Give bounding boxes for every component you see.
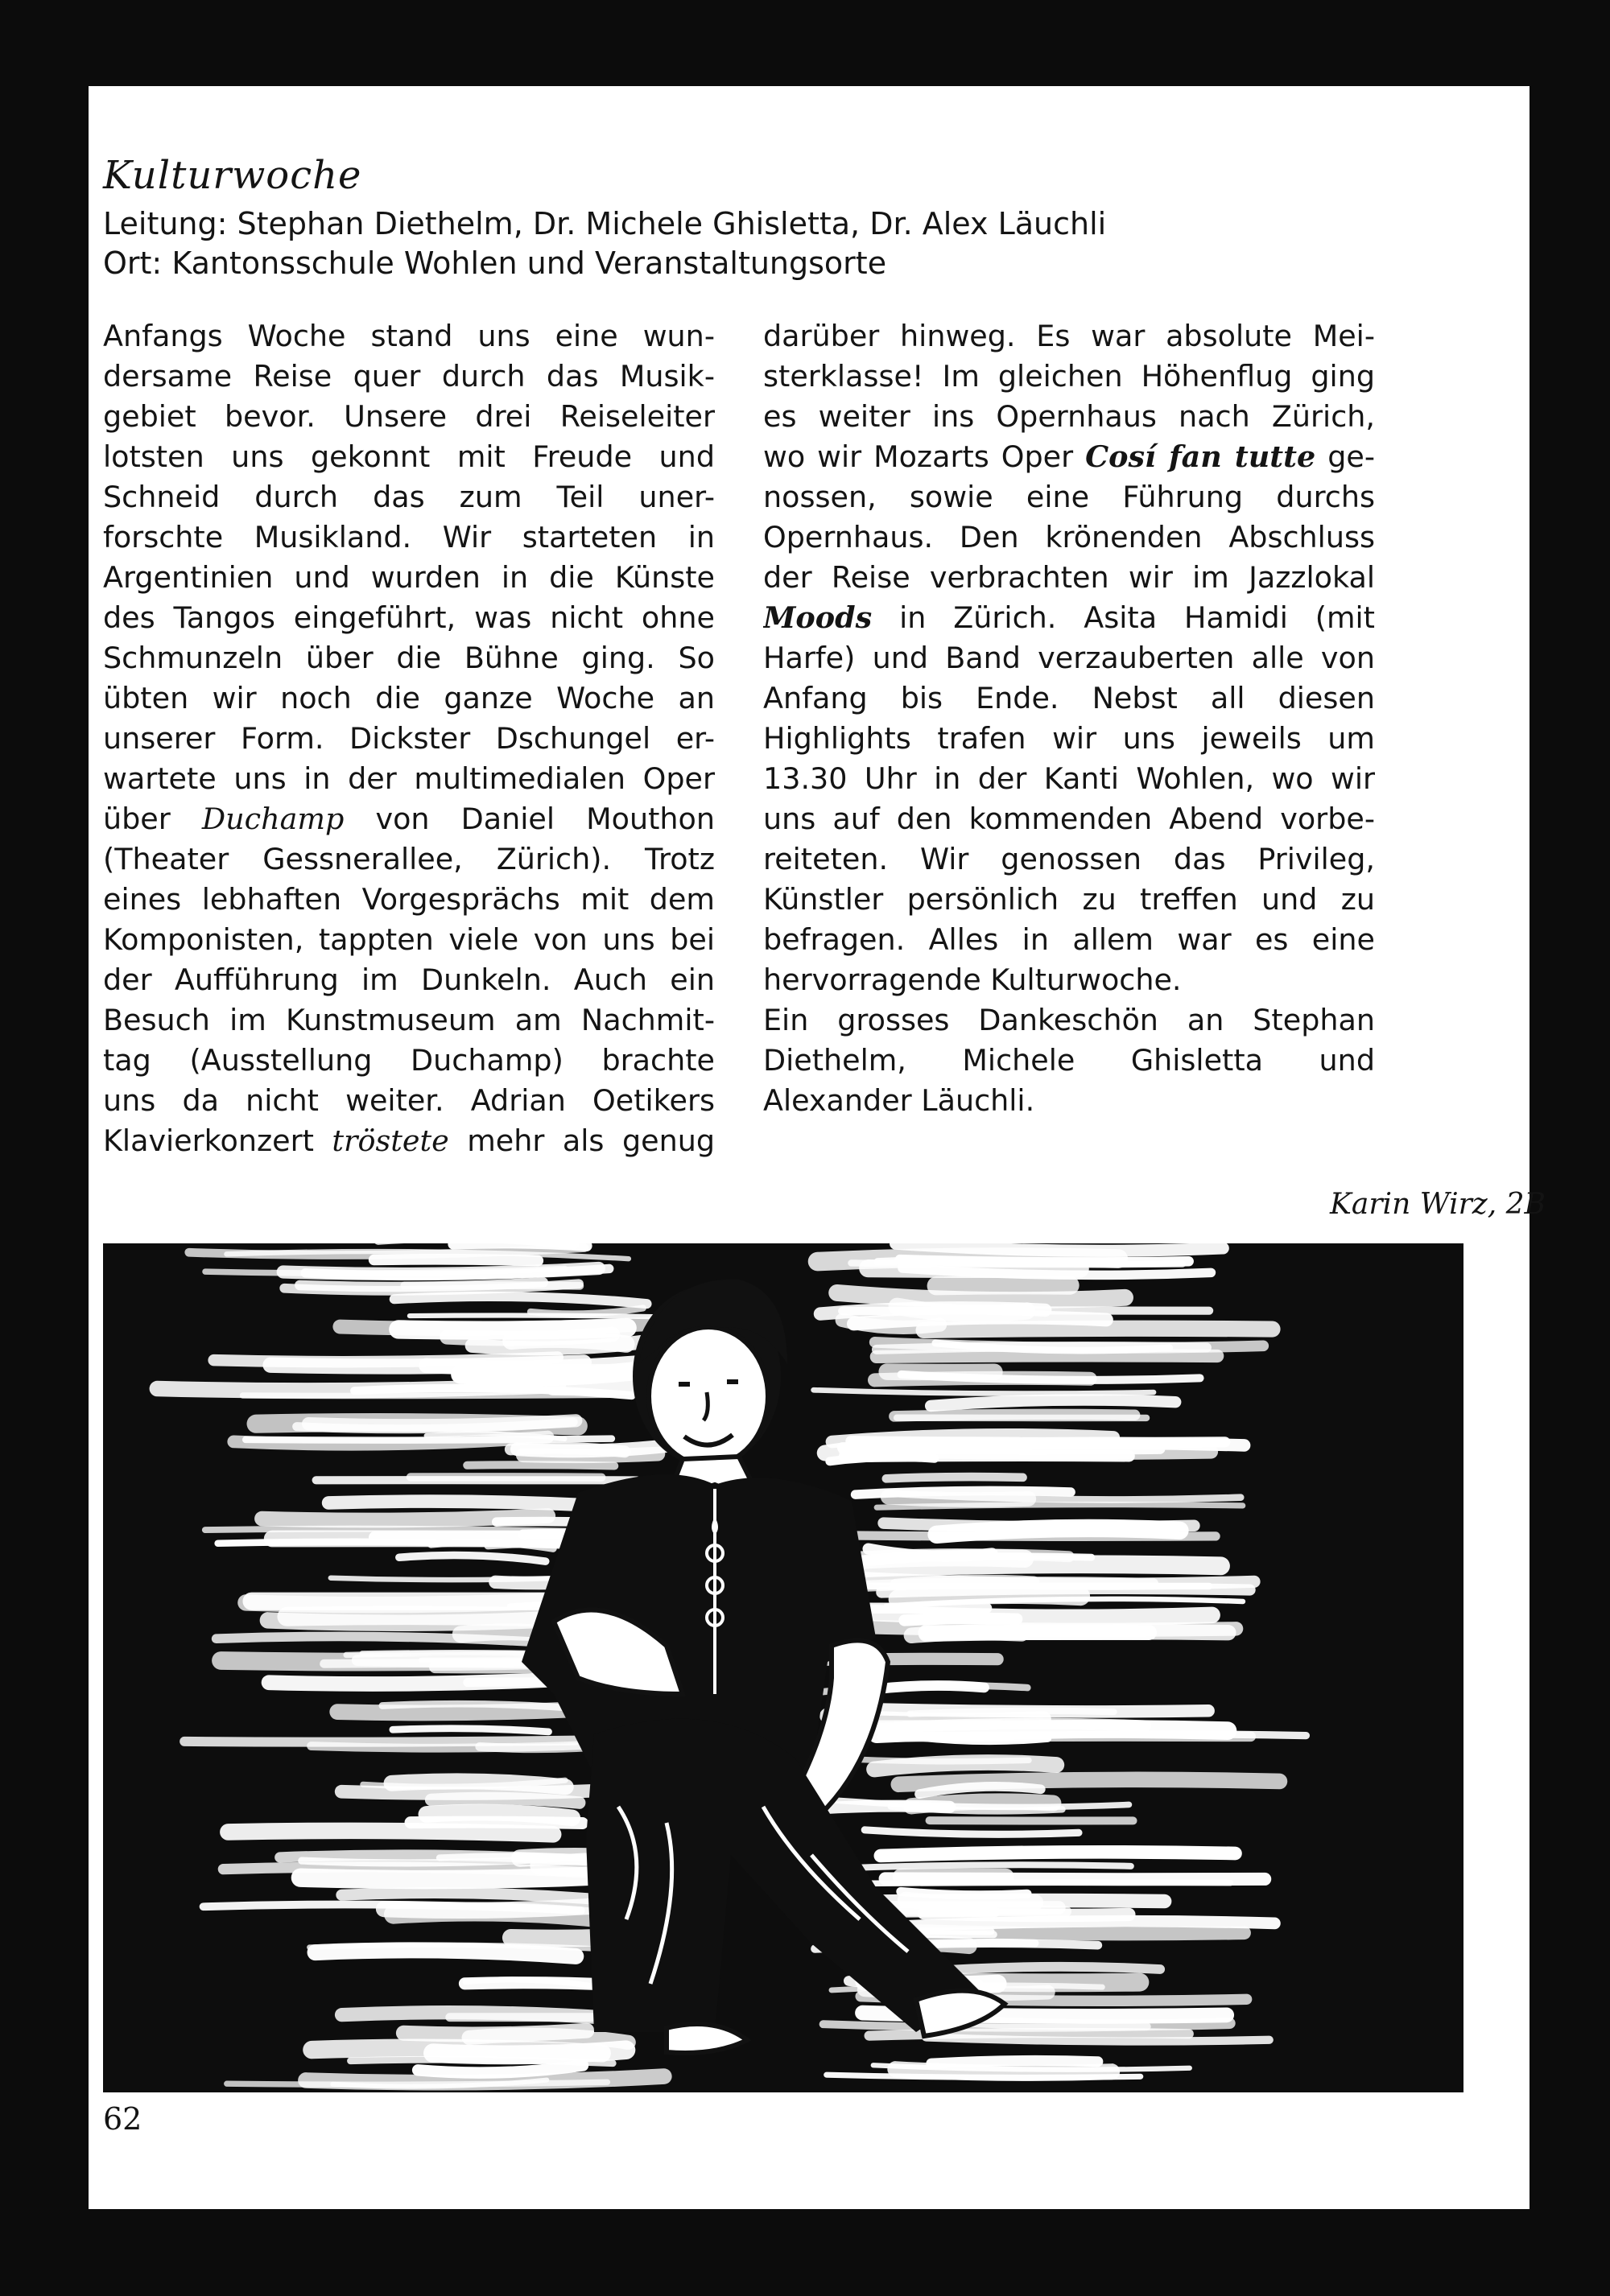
gouge-stroke — [308, 1420, 576, 1425]
gouge-stroke — [453, 1243, 587, 1246]
text-segment: uns auf den kommenden Abend vorbe- — [763, 802, 1375, 836]
gouge-stroke — [930, 1943, 1035, 1945]
text-line — [103, 357, 715, 397]
gouge-stroke — [877, 1729, 1228, 1733]
gouge-stroke — [884, 1921, 1275, 1927]
gouge-stroke — [824, 2024, 1147, 2028]
text-segment: 13.30 Uhr in der Kanti Wohlen, wo wir — [763, 761, 1375, 796]
text-line — [103, 1041, 715, 1081]
text-segment: Argentinien und wurden in die Künste — [103, 560, 715, 595]
text-segment: ge- — [1315, 439, 1375, 474]
gouge-stroke — [404, 1285, 580, 1286]
gouge-stroke — [427, 1362, 652, 1368]
gouge-stroke — [403, 2030, 586, 2034]
gouge-stroke — [924, 1329, 1273, 1330]
text-segment: (Theater Gessnerallee, Zürich). Trotz — [103, 842, 715, 876]
gouge-stroke — [392, 1781, 566, 1787]
gouge-stroke — [881, 1852, 1236, 1856]
text-line — [103, 1121, 715, 1161]
gouge-stroke — [865, 1830, 1079, 1834]
gouge-stroke — [393, 1729, 549, 1732]
emphasis-text: Duchamp — [201, 802, 345, 836]
gouge-stroke — [936, 1285, 1070, 1286]
gouge-stroke — [316, 1950, 576, 1956]
text-line — [763, 1041, 1375, 1081]
text-segment: sterklasse! Im gleichen Höhenflug ging — [763, 359, 1375, 394]
gouge-stroke — [836, 1865, 1131, 1869]
text-segment: wartete uns in der multimedialen Oper — [103, 761, 715, 796]
gouge-stroke — [374, 1259, 539, 1261]
emphasis-text: tröstete — [332, 1123, 449, 1158]
text-segment: nossen, sowie eine Führung durchs — [763, 480, 1375, 514]
gouge-stroke — [931, 1400, 1175, 1406]
text-segment: Ein grosses Dankeschön an Stephan — [763, 1003, 1375, 1037]
article-author: Karin Wirz, 2B — [1329, 1188, 1546, 1221]
emphasis-text: Cosí fan tutte — [1085, 439, 1316, 474]
gouge-stroke — [384, 1906, 590, 1911]
text-line — [103, 517, 715, 558]
gouge-stroke — [846, 1556, 1092, 1560]
text-line — [103, 558, 715, 598]
text-line — [103, 920, 715, 960]
article-ort: Ort: Kantonsschule Wohlen und Veranstaltungsorte — [103, 245, 887, 281]
text-segment: Anfang bis Ende. Nebst all diesen — [763, 681, 1375, 715]
text-segment: des Tangos eingeführt, was nicht ohne — [103, 600, 715, 635]
text-line — [103, 1000, 715, 1041]
gouge-stroke — [832, 1611, 1212, 1618]
text-segment: Schmunzeln über die Bühne ging. So — [103, 641, 715, 675]
gouge-stroke — [877, 1355, 1217, 1357]
text-line — [763, 558, 1375, 598]
gouge-stroke — [328, 1502, 599, 1506]
text-segment: Opernhaus. Den krönenden Abschluss — [763, 520, 1375, 554]
text-line — [103, 880, 715, 920]
text-line — [763, 598, 1375, 638]
text-line — [763, 316, 1375, 357]
gouge-stroke — [410, 1316, 653, 1317]
text-segment: der Reise verbrachten wir im Jazzlokal — [763, 560, 1375, 595]
text-segment: lotsten uns gekonnt mit Freude und — [103, 439, 715, 474]
text-line — [103, 960, 715, 1000]
gouge-stroke — [341, 1893, 589, 1898]
gouge-stroke — [911, 1633, 1021, 1636]
text-line — [763, 759, 1375, 799]
text-line — [103, 397, 715, 437]
text-segment: darüber hinweg. Es war absolute Mei- — [763, 319, 1375, 353]
text-line — [103, 638, 715, 678]
gouge-stroke — [411, 1822, 582, 1823]
right-text-column — [763, 316, 1375, 1121]
text-line — [103, 437, 715, 477]
text-segment: befragen. Alles in allem war es eine — [763, 922, 1375, 957]
text-line — [763, 1000, 1375, 1041]
text-segment: von Daniel Mouthon — [344, 802, 715, 836]
gouge-stroke — [228, 1831, 553, 1834]
text-segment: hervorragende Kulturwoche. — [763, 963, 1182, 997]
text-segment: Besuch im Kunstmuseum am Nachmit- — [103, 1003, 715, 1037]
text-segment: mehr als genug — [448, 1123, 715, 1158]
gouge-stroke — [877, 1505, 1242, 1508]
gouge-stroke — [880, 1709, 1208, 1712]
gouge-stroke — [233, 1437, 547, 1445]
text-line — [763, 880, 1375, 920]
text-line — [763, 477, 1375, 517]
page-number: 62 — [103, 2101, 142, 2137]
text-line — [103, 316, 715, 357]
text-segment: uns da nicht weiter. Adrian Oetikers — [103, 1083, 715, 1118]
gouge-stroke — [837, 1292, 1125, 1300]
text-line — [763, 920, 1375, 960]
text-line — [103, 799, 715, 839]
gouge-stroke — [931, 2060, 1098, 2063]
gouge-stroke — [312, 2048, 601, 2054]
text-segment: Künstler persönlich zu treffen und zu — [763, 882, 1375, 917]
text-line — [103, 759, 715, 799]
text-line — [763, 960, 1375, 1000]
gouge-stroke — [911, 1801, 1053, 1806]
gouge-stroke — [894, 1414, 1135, 1416]
linocut-seated-figure-illustration — [103, 1243, 1463, 2092]
text-line — [103, 719, 715, 759]
gouge-stroke — [340, 1323, 665, 1329]
text-line — [763, 397, 1375, 437]
text-segment: Komponisten, tappten viele von uns bei — [103, 922, 715, 957]
text-line — [763, 1081, 1375, 1121]
text-line — [103, 1081, 715, 1121]
text-segment: der Aufführung im Dunkeln. Auch ein — [103, 963, 715, 997]
text-segment: wo wir Mozarts Oper — [763, 439, 1086, 474]
text-line — [763, 678, 1375, 719]
text-line — [763, 638, 1375, 678]
gouge-stroke — [411, 1477, 602, 1478]
text-segment: übten wir noch die ganze Woche an — [103, 681, 715, 715]
left-text-column — [103, 316, 715, 1161]
text-line — [103, 477, 715, 517]
gouge-stroke — [184, 1741, 575, 1742]
text-line — [763, 719, 1375, 759]
text-segment: Klavierkonzert — [103, 1123, 332, 1158]
gouge-stroke — [898, 1779, 1279, 1784]
text-segment: forschte Musikland. Wir starteten in — [103, 520, 715, 554]
text-segment: unserer Form. Dickster Dschungel er- — [103, 721, 715, 756]
text-segment: Harfe) und Band verzauberten alle von — [763, 641, 1375, 675]
text-segment: Alexander Läuchli. — [763, 1083, 1035, 1118]
text-segment: eines lebhaften Vorgesprächs mit dem — [103, 882, 715, 917]
text-segment: gebiet bevor. Unsere drei Reiseleiter — [103, 399, 715, 434]
gouge-stroke — [877, 1346, 1207, 1350]
text-line — [763, 799, 1375, 839]
gouge-stroke — [886, 1477, 1023, 1478]
text-segment: über — [103, 802, 202, 836]
text-line — [763, 517, 1375, 558]
gouge-stroke — [900, 1259, 1189, 1262]
gouge-stroke — [827, 2075, 1141, 2077]
text-segment: Diethelm, Michele Ghisletta und — [763, 1043, 1375, 1078]
text-segment: Schneid durch das zum Teil uner- — [103, 480, 715, 514]
text-line — [763, 357, 1375, 397]
text-segment: Anfangs Woche stand uns eine wun- — [103, 319, 715, 353]
gouge-stroke — [869, 2033, 1189, 2036]
gouge-stroke — [473, 1341, 651, 1348]
text-line — [103, 839, 715, 880]
text-segment: reiteten. Wir genossen das Privileg, — [763, 842, 1375, 876]
text-segment: es weiter ins Opernhaus nach Zürich, — [763, 399, 1375, 434]
gouge-stroke — [854, 1577, 1254, 1584]
article-title: Kulturwoche — [103, 153, 362, 198]
text-line — [103, 598, 715, 638]
text-segment: dersame Reise quer durch das Musik- — [103, 359, 715, 394]
article-leitung: Leitung: Stephan Diethelm, Dr. Michele Ghisletta, Dr. Alex Läuchli — [103, 206, 1107, 241]
gouge-stroke — [337, 1710, 565, 1713]
gouge-stroke — [896, 1243, 1224, 1251]
text-segment: Highlights trafen wir uns jeweils um — [763, 721, 1375, 756]
text-line — [763, 839, 1375, 880]
text-line — [103, 678, 715, 719]
text-segment: in Zürich. Asita Hamidi (mit — [872, 600, 1375, 635]
text-line — [763, 437, 1375, 477]
emphasis-text: Moods — [763, 600, 873, 635]
text-segment: tag (Ausstellung Duchamp) brachte — [103, 1043, 715, 1078]
gouge-stroke — [937, 1528, 1180, 1535]
gouge-stroke — [517, 1446, 665, 1451]
